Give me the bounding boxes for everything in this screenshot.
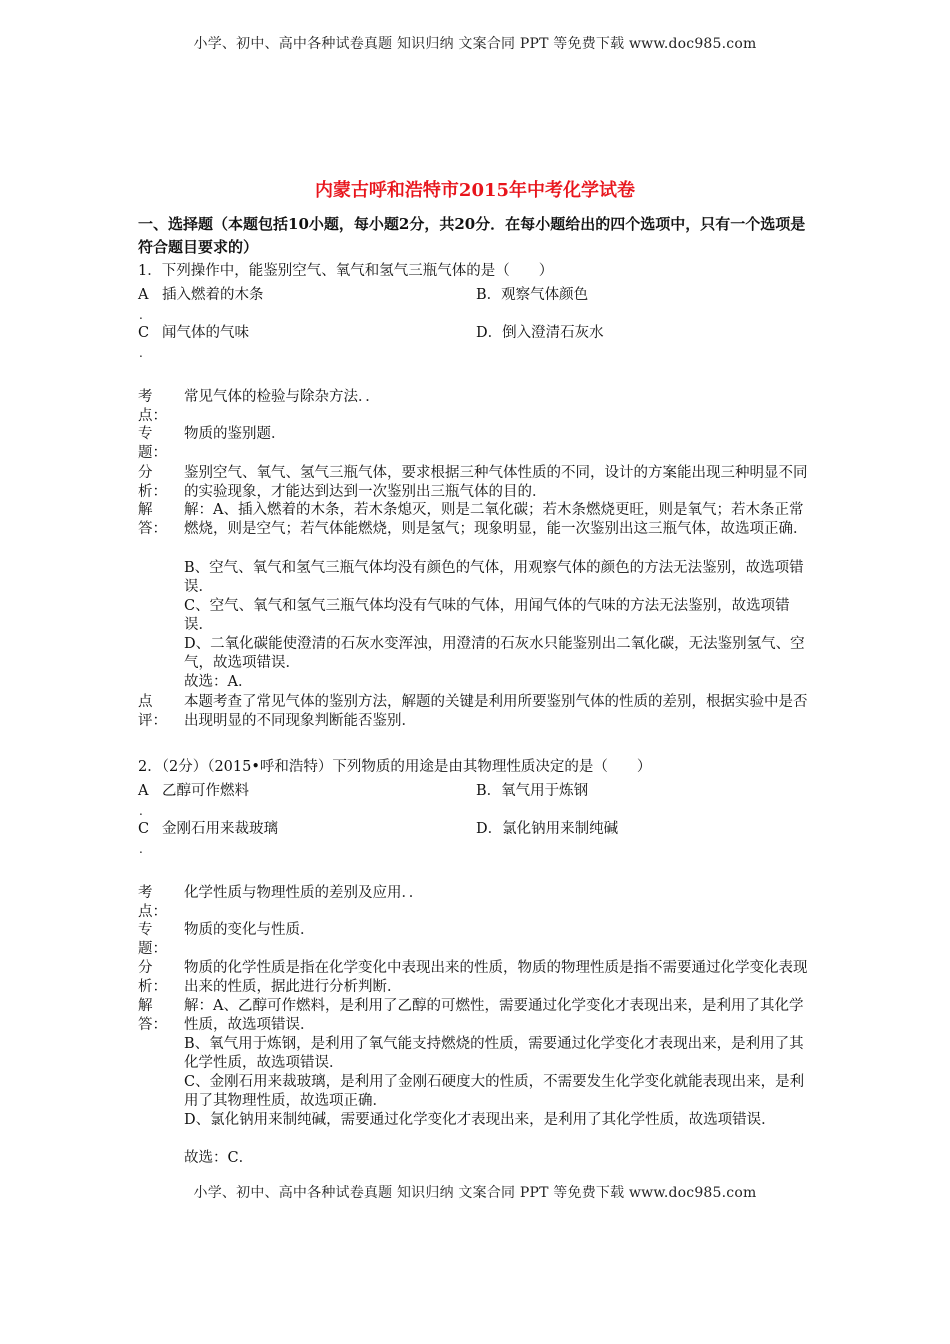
q2-option-c-letter: C [138, 821, 150, 837]
question-1-stem: 1．下列操作中，能鉴别空气、氧气和氢气三瓶气体的是（ ） [138, 263, 554, 279]
q1-kaodian-label: 考点： [138, 389, 167, 424]
q1-fenxi: 鉴别空气、氧气、氢气三瓶气体，要求根据三种气体性质的不同，设计的方案能出现三种明显不同的实验现象，才能达到达到一次鉴别出三瓶气体的目的． [184, 465, 808, 500]
q2-jieda-a: 解：A、乙醇可作燃料，是利用了乙醇的可燃性，需要通过化学变化才表现出来，是利用了其化学性质，故选项错误． [184, 998, 804, 1033]
q1-kaodian: 常见气体的检验与除杂方法．． [184, 389, 380, 405]
q2-kaodian: 化学性质与物理性质的差别及应用．． [184, 885, 424, 901]
q2-answer: 故选：C． [184, 1150, 254, 1166]
q2-option-c-dot: . [139, 842, 143, 856]
q2-zhuanti-label: 专题： [138, 922, 167, 957]
q2-option-c: 金刚石用来裁玻璃 [162, 821, 278, 837]
q2-option-a: 乙醇可作燃料 [162, 783, 249, 799]
q1-option-b: B．观察气体颜色 [476, 287, 589, 303]
q1-option-d: D．倒入澄清石灰水 [476, 325, 604, 341]
question-2-stem: 2．（2分）（2015•呼和浩特）下列物质的用途是由其物理性质决定的是（ ） [138, 759, 652, 775]
q2-option-b: B．氧气用于炼钢 [476, 783, 589, 799]
page-footer: 小学、初中、高中各种试卷真题 知识归纳 文案合同 PPT 等免费下载 www.doc985.com [193, 1185, 757, 1201]
q1-option-c-letter: C [138, 325, 150, 341]
q2-fenxi-label: 分析： [138, 960, 167, 995]
q2-jieda-label: 解答： [138, 998, 167, 1033]
q1-jieda-d: D、二氧化碳能使澄清的石灰水变浑浊，用澄清的石灰水只能鉴别出二氧化碳，无法鉴别氢气、空气，故选项错误． [184, 636, 805, 671]
q1-jieda-a: 解：A、插入燃着的木条，若木条熄灭，则是二氧化碳；若木条燃烧更旺，则是氧气；若木条正常燃烧，则是空气；若气体能燃烧，则是氢气；现象明显，能一次鉴别出这三瓶气体，故选项正确． [184, 502, 808, 537]
q2-zhuanti: 物质的变化与性质． [184, 922, 315, 938]
q1-dianping: 本题考查了常见气体的鉴别方法，解题的关键是利用所要鉴别气体的性质的差别，根据实验中是否出现明显的不同现象判断能否鉴别． [184, 694, 808, 729]
q2-kaodian-label: 考点： [138, 885, 167, 920]
q1-jieda-b: B、空气、氧气和氢气三瓶气体均没有颜色的气体，用观察气体的颜色的方法无法鉴别，故选项错误． [184, 560, 804, 595]
section-heading: 一、选择题（本题包括10小题，每小题2分，共20分．在每小题给出的四个选项中，只有一个选项是符合题目要求的） [138, 215, 806, 256]
q1-option-c: 闻气体的气味 [162, 325, 249, 341]
q2-jieda-b: B、氧气用于炼钢，是利用了氧气能支持燃烧的性质，需要通过化学变化才表现出来，是利用了其化学性质，故选项错误． [184, 1036, 804, 1071]
q2-option-a-dot: . [139, 804, 143, 818]
q1-zhuanti-label: 专题： [138, 426, 167, 461]
q1-option-a-dot: . [139, 308, 143, 322]
q1-jieda-label: 解答： [138, 502, 167, 537]
q1-option-c-dot: . [139, 346, 143, 360]
q2-option-d: D．氯化钠用来制纯碱 [476, 821, 619, 837]
q1-zhuanti: 物质的鉴别题． [184, 426, 286, 442]
q1-dianping-label: 点评： [138, 694, 167, 729]
q1-option-a: 插入燃着的木条 [162, 287, 264, 303]
q2-option-a-letter: A [138, 783, 149, 799]
page-header: 小学、初中、高中各种试卷真题 知识归纳 文案合同 PPT 等免费下载 www.doc985.com [193, 36, 757, 52]
q1-jieda-c: C、空气、氧气和氢气三瓶气体均没有气味的气体，用闻气体的气味的方法无法鉴别，故选项错误． [184, 598, 790, 633]
exam-title: 内蒙古呼和浩特市2015年中考化学试卷 [314, 180, 636, 201]
q2-jieda-d: D、氯化钠用来制纯碱，需要通过化学变化才表现出来，是利用了其化学性质，故选项错误． [184, 1112, 776, 1128]
q1-option-a-letter: A [138, 287, 149, 303]
q1-fenxi-label: 分析： [138, 465, 167, 500]
q2-fenxi: 物质的化学性质是指在化学变化中表现出来的性质，物质的物理性质是指不需要通过化学变化表现出来的性质，据此进行分析判断． [184, 960, 808, 995]
q1-answer: 故选：A． [184, 674, 253, 690]
q2-jieda-c: C、金刚石用来裁玻璃，是利用了金刚石硬度大的性质，不需要发生化学变化就能表现出来，是利用了其物理性质，故选项正确． [184, 1074, 805, 1109]
